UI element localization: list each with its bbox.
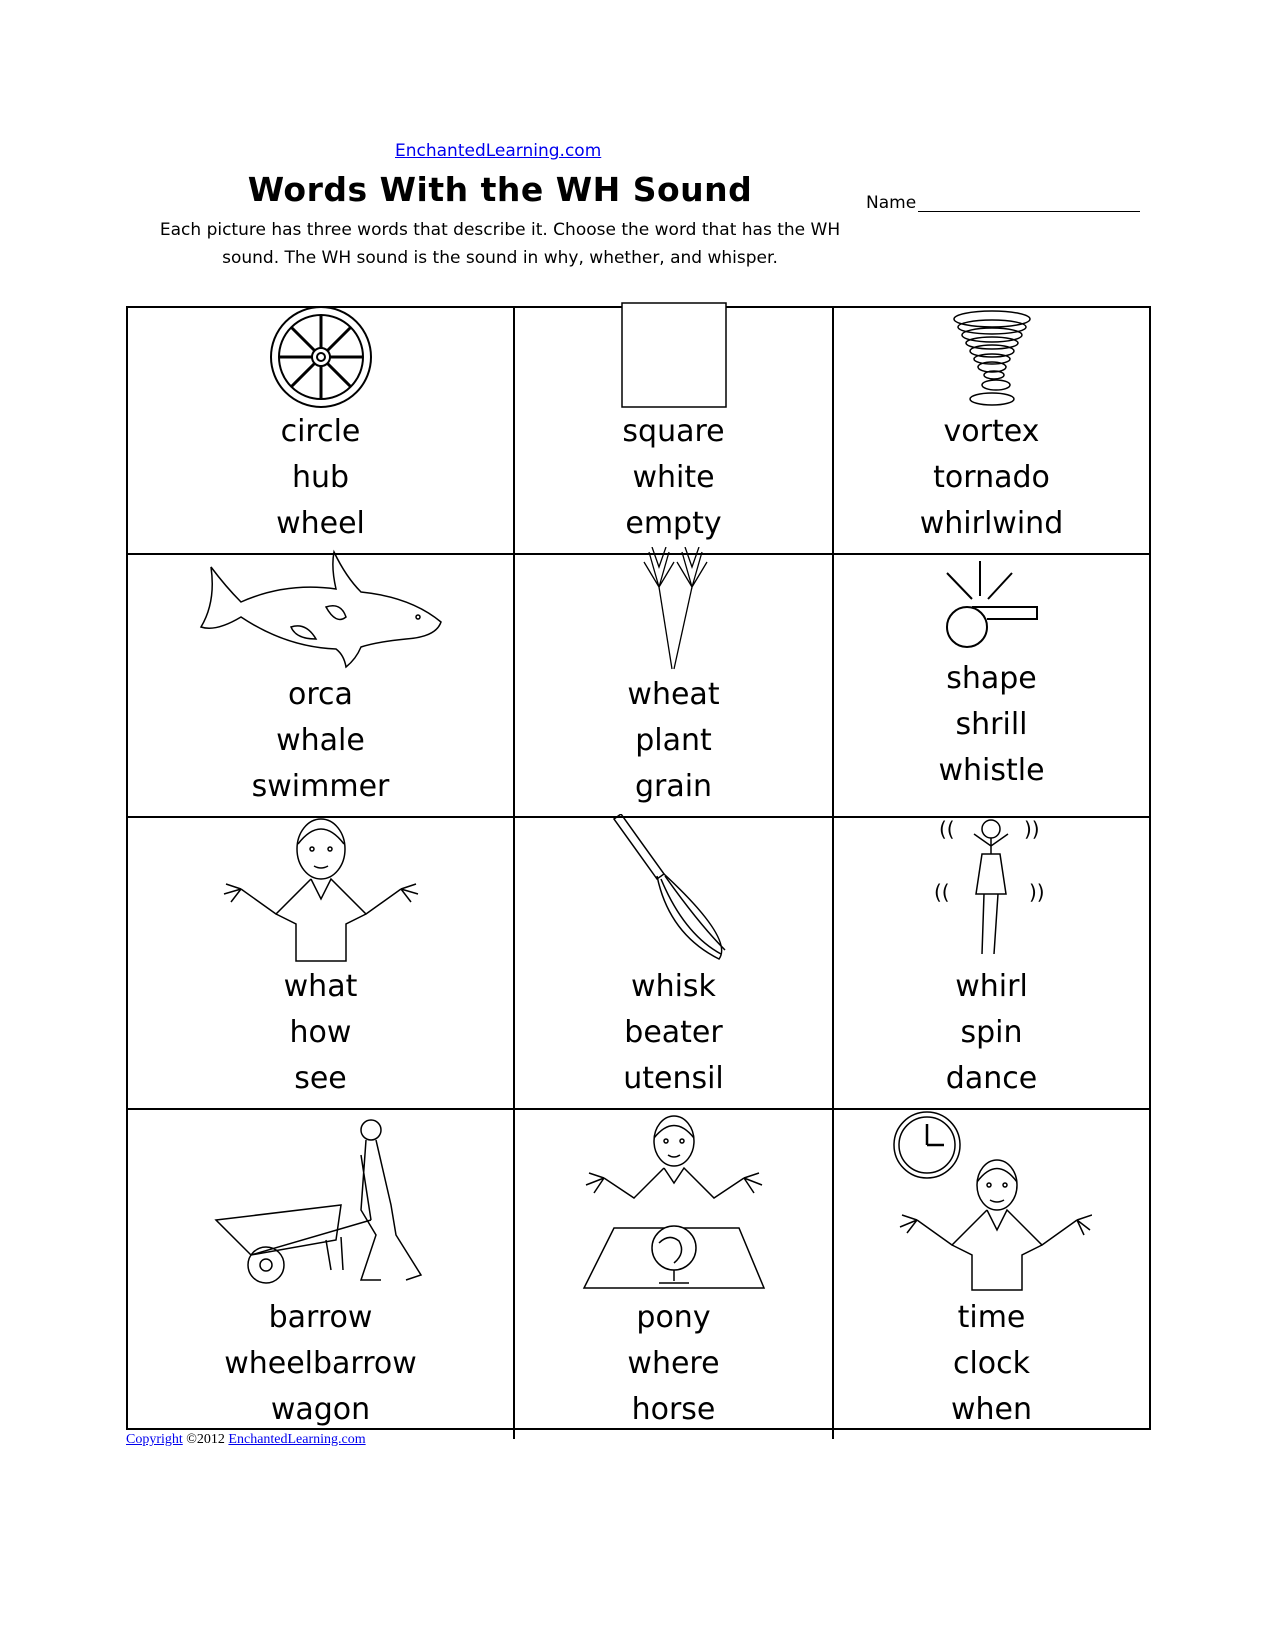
word-option[interactable]: utensil [623,1061,724,1096]
person-with-clock-icon [892,1110,1092,1295]
word-option[interactable]: whirlwind [919,506,1064,541]
cell-whisk [515,818,834,1110]
word-option[interactable]: see [294,1061,347,1096]
cell-where [515,1110,834,1439]
tornado-icon [950,309,1034,409]
square-icon [620,301,728,409]
word-option[interactable]: pony [636,1300,711,1335]
cell-whirl [834,818,1149,1110]
word-option[interactable]: whistle [938,753,1045,788]
word-option[interactable]: plant [635,723,712,758]
wheelbarrow-icon [211,1115,431,1290]
word-option[interactable]: beater [624,1015,723,1050]
word-option[interactable]: empty [625,506,722,541]
whisk-icon [609,814,739,964]
svg-text:)): )) [1024,817,1040,841]
word-option[interactable]: how [289,1015,352,1050]
word-grid [126,306,1151,1430]
wheel-icon [269,305,373,409]
word-option[interactable]: vortex [943,414,1040,449]
svg-text:((: (( [934,880,950,904]
name-line [918,211,1140,212]
word-option[interactable]: wagon [270,1392,371,1427]
cell-orca [128,555,515,818]
word-option[interactable]: dance [945,1061,1038,1096]
word-option[interactable]: whirl [955,969,1028,1004]
cell-tornado [834,308,1149,555]
cell-when [834,1110,1149,1439]
word-option[interactable]: whisk [631,969,716,1004]
word-option[interactable]: swimmer [251,769,390,804]
footer [126,1432,366,1448]
word-option[interactable]: whale [276,723,365,758]
cell-wheelbarrow [128,1110,515,1439]
word-option[interactable]: grain [634,769,713,804]
shrugging-person-icon [216,814,426,964]
word-option[interactable]: white [632,460,715,495]
word-option[interactable]: circle [280,414,361,449]
word-option[interactable]: time [957,1300,1026,1335]
copyright-year: ©2012 [186,1432,225,1447]
copyright-link[interactable]: Copyright [126,1432,183,1447]
word-option[interactable]: wheat [627,677,720,712]
word-option[interactable]: spin [960,1015,1023,1050]
word-option[interactable]: what [283,969,358,1004]
site-link[interactable]: EnchantedLearning.com [395,141,602,161]
word-option[interactable]: wheelbarrow [224,1346,417,1381]
svg-text:)): )) [1029,880,1045,904]
instructions: Each picture has three words that describe it. Choose the word that has the WH sound. The WH sound is the sound in why, whether, and whisper. [159,220,841,268]
word-option[interactable]: horse [631,1392,716,1427]
cell-wheel [128,308,515,555]
word-option[interactable]: wheel [276,506,365,541]
word-option[interactable]: when [950,1392,1033,1427]
cell-what [128,818,515,1110]
person-with-globe-icon [574,1113,774,1293]
word-option[interactable]: shrill [955,707,1028,742]
footer-site-link[interactable]: EnchantedLearning.com [228,1432,366,1447]
word-option[interactable]: clock [952,1346,1031,1381]
word-option[interactable]: tornado [933,460,1050,495]
page-title: Words With the WH Sound [247,170,753,209]
twirling-dancer-icon [934,814,1049,964]
orca-icon [196,547,446,672]
whistle-icon [942,561,1042,651]
cell-square [515,308,834,555]
word-option[interactable]: hub [291,460,350,495]
cell-wheat [515,555,834,818]
name-label: Name [866,193,917,213]
cell-whistle [834,555,1149,818]
word-option[interactable]: where [627,1346,720,1381]
word-option[interactable]: orca [288,677,353,712]
word-option[interactable]: shape [946,661,1037,696]
svg-text:((: (( [939,817,955,841]
wheat-icon [634,547,714,672]
word-option[interactable]: barrow [268,1300,373,1335]
word-option[interactable]: square [622,414,725,449]
